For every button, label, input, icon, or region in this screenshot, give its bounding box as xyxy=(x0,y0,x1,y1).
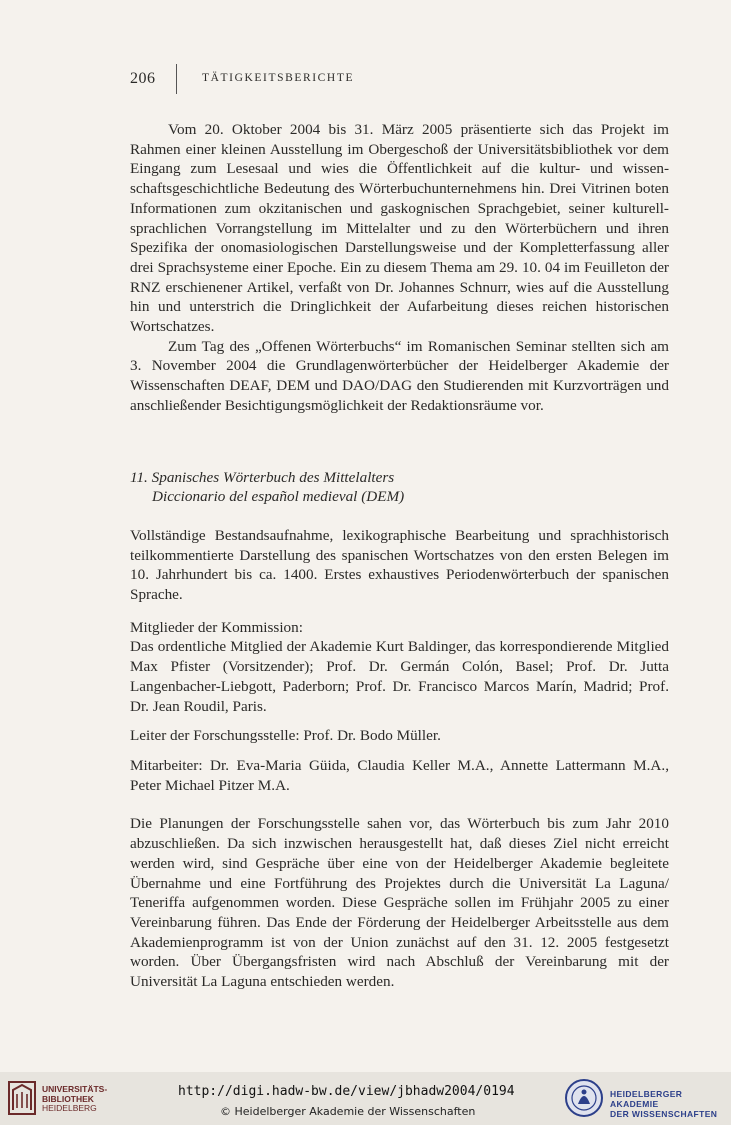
header-divider xyxy=(176,64,177,94)
library-name-line1: UNIVERSITÄTS- xyxy=(42,1084,108,1094)
academy-name[interactable] xyxy=(610,1089,731,1119)
copyright-notice: © Heidelberger Akademie der Wissenschaften xyxy=(220,1105,476,1118)
page-body xyxy=(130,120,669,992)
academy-name-line2: DER WISSENSCHAFTEN xyxy=(610,1109,718,1119)
library-name-line2: BIBLIOTHEK xyxy=(42,1093,94,1104)
leader-line: Leiter der Forschungsstelle: Prof. Dr. Bodo Müller. xyxy=(130,727,441,745)
footer-bar xyxy=(0,1072,731,1125)
section-heading-subtitle: Diccionario del español medieval (DEM) xyxy=(152,488,405,506)
running-title: TÄTIGKEITSBERICHTE xyxy=(202,72,355,84)
paragraph-exhibition: Vom 20. Oktober 2004 bis 31. März 2005 präsentierte sich das Projekt im Rahmen einer kleinen Ausstellung im Obergeschoß der Universitätsbibliothek vor dem Eingang zum Lesesaal und wies die Öffentlichkeit auf die kultur- und wissenschaftsgeschichtliche Bedeutung des Wörterbuchunternehmens hin. Drei Vitrinen boten Informationen zum okzitanischen und gaskognischen Sprachgebiet, seiner kulturell-sprachlichen Vorrangstellung im Mittelalter und zu den Wörterbüchern und ihren Spezifika der onomasiologischen Darstellungsweise und der Kompletterfassung aller drei Sprachsysteme einer Epoche. Ein zu diesem Thema am 29. 10. 04 im Feuilleton der RNZ erschienener Artikel, verfaßt von Dr. Johannes Schnurr, wies auf die Ausstellung hin und unterstrich die Dringlichkeit der Aufarbeitung dieses reichen historischen Wortschatzes. xyxy=(130,121,669,336)
library-name[interactable] xyxy=(42,1085,107,1114)
permalink-url[interactable]: http://digi.hadw-bw.de/view/jbhadw2004/0194 xyxy=(178,1084,515,1099)
academy-name-line1: HEIDELBERGER AKADEMIE xyxy=(610,1089,683,1109)
staff-line: Mitarbeiter: Dr. Eva-Maria Güida, Claudia Keller M.A., Annette Lattermann M.A., Peter Michael Pitzer M.A. xyxy=(130,756,669,794)
library-logo-icon[interactable] xyxy=(7,1080,37,1116)
members-label: Mitglieder der Kommission: xyxy=(130,618,303,636)
academy-seal-icon[interactable] xyxy=(564,1078,604,1118)
planning-paragraph: Die Planungen der Forschungsstelle sahen vor, das Wörterbuch bis zum Jahr 2010 abzuschließen. Da sich inzwischen herausgestellt hat, daß dieses Ziel nicht erreicht werden wird, sind Gespräche über eine von der Heidelberger Akademie begleitete Übernahme und eine Fortführung des Projektes durch die Universität La Laguna/ Teneriffa aufgenommen worden. Diese Gespräche sollen im Frühjahr 2005 zu einer Vereinbarung führen. Das Ende der Förderung der Heidelberger Arbeitsstelle aus dem Akademienprogramm ist von der Union zunächst auf den 31. 12. 2005 festgesetzt worden. Über Übergangsfristen wird nach Abschluß der Vereinbarung mit der Universität La Laguna entschieden werden. xyxy=(130,815,669,991)
section-heading xyxy=(130,468,669,507)
project-description: Vollständige Bestandsaufnahme, lexikographische Bearbeitung und sprachhistorisch teilkommentierte Darstellung des spanischen Wortschatzes von den ersten Belegen im 10. Jahrhundert bis ca. 1400. Erstes exhaustives Periodenwörterbuch der spanischen Sprache. xyxy=(130,526,669,604)
section-heading-title: 11. Spanisches Wörterbuch des Mittelalters xyxy=(130,468,395,486)
members-list: Das ordentliche Mitglied der Akademie Kurt Baldinger, das korrespondierende Mitglied Max Pfister (Vorsitzender); Prof. Dr. Germán Colón, Basel; Prof. Dr. Jutta Langenbacher-Liebgott, Paderborn; Prof. Dr. Francisco Marcos Marín, Madrid; Prof. Dr. Jean Roudil, Paris. xyxy=(130,638,669,715)
library-name-line3: HEIDELBERG xyxy=(42,1103,97,1113)
paragraph-open-dictionary-day: Zum Tag des „Offenen Wörterbuchs“ im Romanischen Seminar stellten sich am 3. November 2004 die Grundlagenwörterbücher der Heidelberger Akademie der Wissenschaften DEAF, DEM und DAO/DAG den Studierenden mit Kurzvorträgen und anschließender Besichtigungsmöglichkeit der Redaktionsräume vor. xyxy=(130,337,669,414)
page-number: 206 xyxy=(130,70,156,87)
